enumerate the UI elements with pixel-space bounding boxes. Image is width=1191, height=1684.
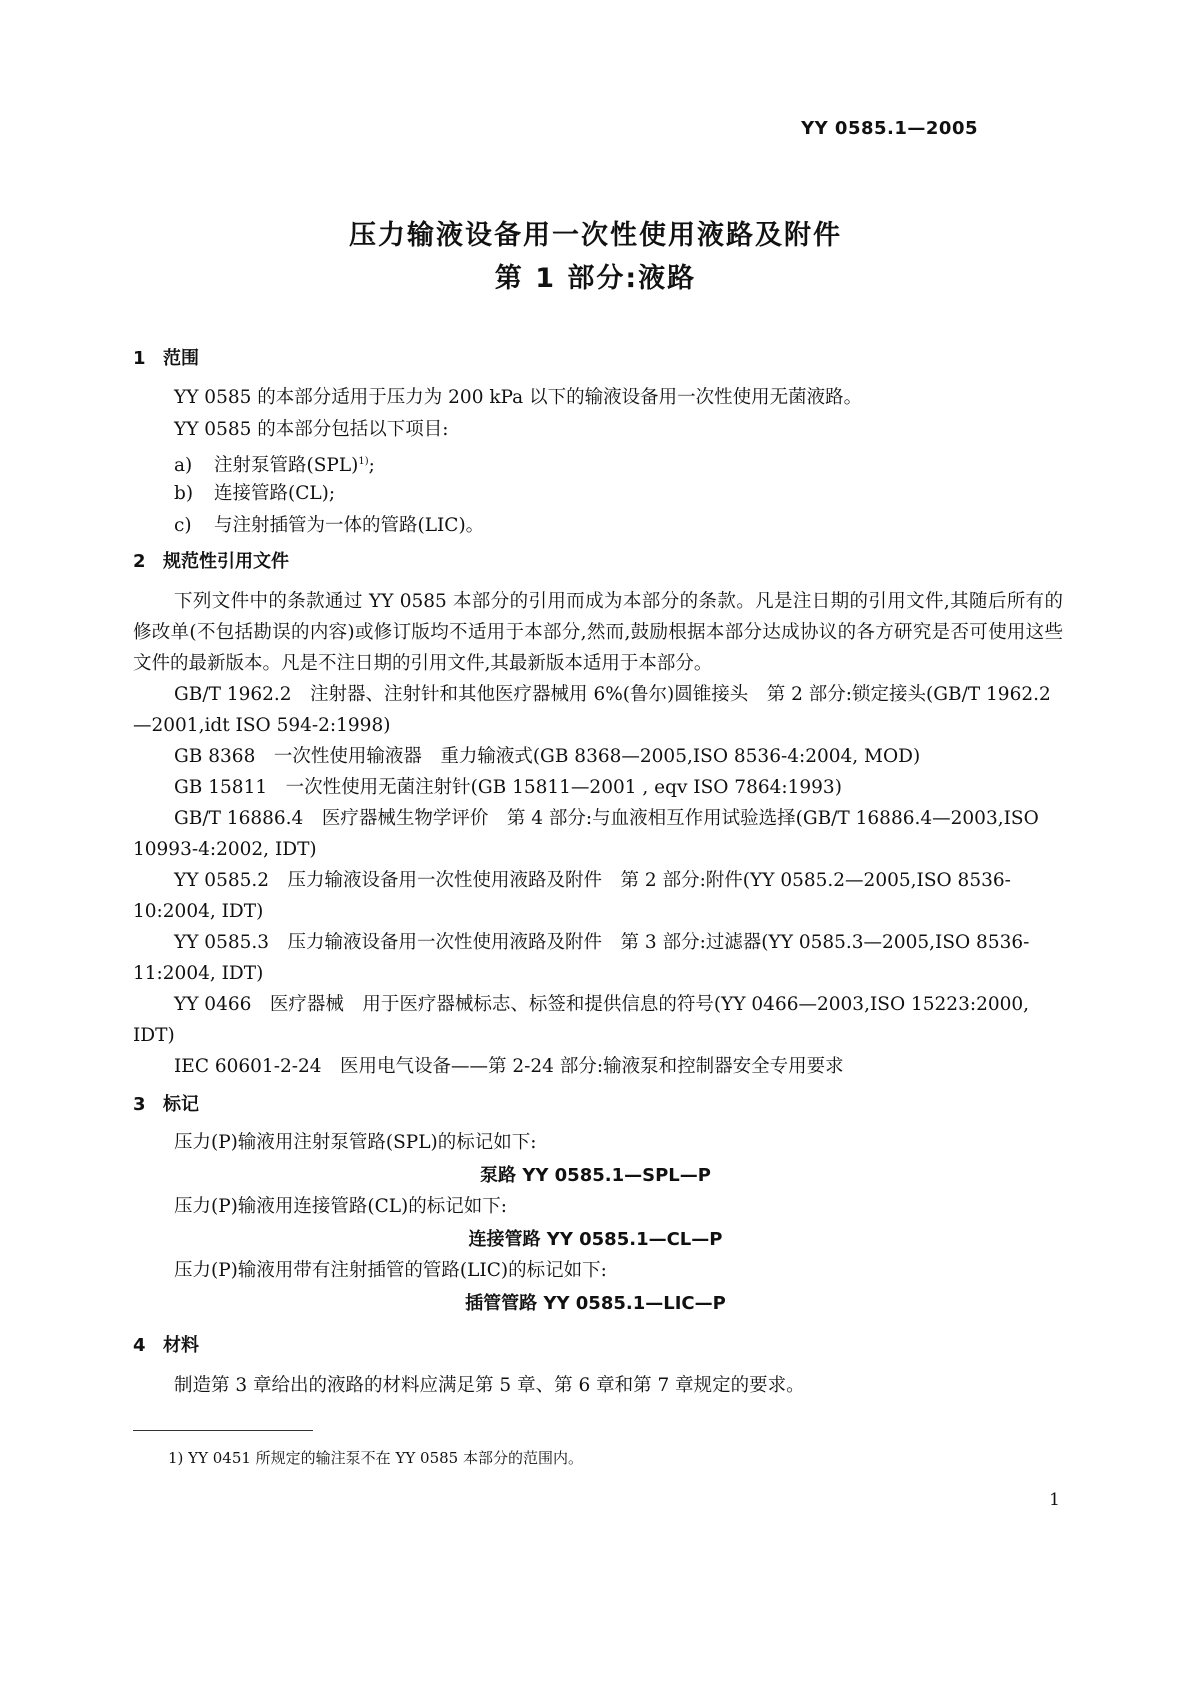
list-item: [174, 478, 1064, 510]
reference-item: YY 0466 医疗器械 用于医疗器械标志、标签和提供信息的符号(YY 0466—2003,ISO 15223:2000, IDT): [133, 994, 1030, 1046]
reference-item: GB/T 1962.2 注射器、注射针和其他医疗器械用 6%(鲁尔)圆锥接头 第 2 部分:锁定接头(GB/T 1962.2—2001,idt ISO 594-2:1998): [133, 684, 1051, 736]
reference-item: GB 15811 一次性使用无菌注射针(GB 15811—2001 , eqv ISO 7864:1993): [174, 777, 842, 798]
list-item: [174, 446, 1064, 482]
section-1-heading: [133, 344, 199, 370]
list-item-label: b): [174, 483, 194, 504]
document-title: 压力输液设备用一次性使用液路及附件: [349, 220, 842, 251]
marking-code-lic: 插管管路 YY 0585.1—LIC—P: [465, 1293, 726, 1314]
scope-items-intro: YY 0585 的本部分包括以下项目:: [174, 419, 449, 440]
reference-item: IEC 60601-2-24 医用电气设备——第 2-24 部分:输液泵和控制器安全专用要求: [174, 1056, 844, 1077]
reference-item: GB/T 16886.4 医疗器械生物学评价 第 4 部分:与血液相互作用试验选择(GB/T 16886.4—2003,ISO 10993-4:2002, IDT): [133, 808, 1039, 860]
page-number: 1: [1049, 1490, 1060, 1510]
normative-references-intro: 下列文件中的条款通过 YY 0585 本部分的引用而成为本部分的条款。凡是注日期的引用文件,其随后所有的修改单(不包括勘误的内容)或修订版均不适用于本部分,然而,鼓励根据本部分达成协议的各方研究是否可使用这些文件的最新版本。凡是不注日期的引用文件,其最新版本适用于本部分。: [133, 591, 1063, 674]
section-number: 2: [133, 551, 146, 572]
section-title: 规范性引用文件: [163, 551, 289, 572]
marking-intro-cl: 压力(P)输液用连接管路(CL)的标记如下:: [174, 1196, 507, 1217]
footnote: 1) YY 0451 所规定的输注泵不在 YY 0585 本部分的范围内。: [168, 1449, 583, 1467]
list-item: [174, 510, 1064, 542]
section-title: 范围: [163, 348, 199, 369]
section-number: 3: [133, 1094, 146, 1115]
list-item-text: 注射泵管路(SPL): [214, 455, 359, 477]
section-title: 材料: [163, 1335, 199, 1356]
list-item-label: a): [174, 455, 193, 477]
list-item-label: c): [174, 515, 192, 536]
reference-item: YY 0585.3 压力输液设备用一次性使用液路及附件 第 3 部分:过滤器(YY 0585.3—2005,ISO 8536-11:2004, IDT): [133, 932, 1030, 984]
list-item-text: 连接管路(CL);: [214, 483, 336, 504]
standard-code: YY 0585.1—2005: [801, 118, 978, 139]
marking-intro-lic: 压力(P)输液用带有注射插管的管路(LIC)的标记如下:: [174, 1260, 607, 1281]
marking-intro-spl: 压力(P)输液用注射泵管路(SPL)的标记如下:: [174, 1132, 537, 1153]
reference-item: YY 0585.2 压力输液设备用一次性使用液路及附件 第 2 部分:附件(YY 0585.2—2005,ISO 8536-10:2004, IDT): [133, 870, 1011, 922]
list-item-punct: ;: [368, 455, 375, 477]
document-subtitle: 第 1 部分:液路: [494, 263, 697, 294]
footnote-divider: [133, 1430, 313, 1431]
reference-item: GB 8368 一次性使用输液器 重力输液式(GB 8368—2005,ISO 8536-4:2004, MOD): [174, 746, 921, 767]
materials-paragraph: 制造第 3 章给出的液路的材料应满足第 5 章、第 6 章和第 7 章规定的要求。: [174, 1375, 805, 1396]
list-item-text: 与注射插管为一体的管路(LIC)。: [214, 515, 485, 536]
section-2-heading: [133, 547, 289, 573]
section-3-heading: [133, 1090, 199, 1116]
scope-paragraph: YY 0585 的本部分适用于压力为 200 kPa 以下的输液设备用一次性使用无菌液路。: [174, 387, 863, 408]
section-title: 标记: [163, 1094, 199, 1115]
section-number: 1: [133, 348, 146, 369]
section-4-heading: [133, 1331, 199, 1357]
footnote-ref: 1): [358, 456, 369, 467]
marking-code-spl: 泵路 YY 0585.1—SPL—P: [480, 1165, 711, 1186]
marking-code-cl: 连接管路 YY 0585.1—CL—P: [468, 1229, 723, 1250]
section-number: 4: [133, 1335, 146, 1356]
